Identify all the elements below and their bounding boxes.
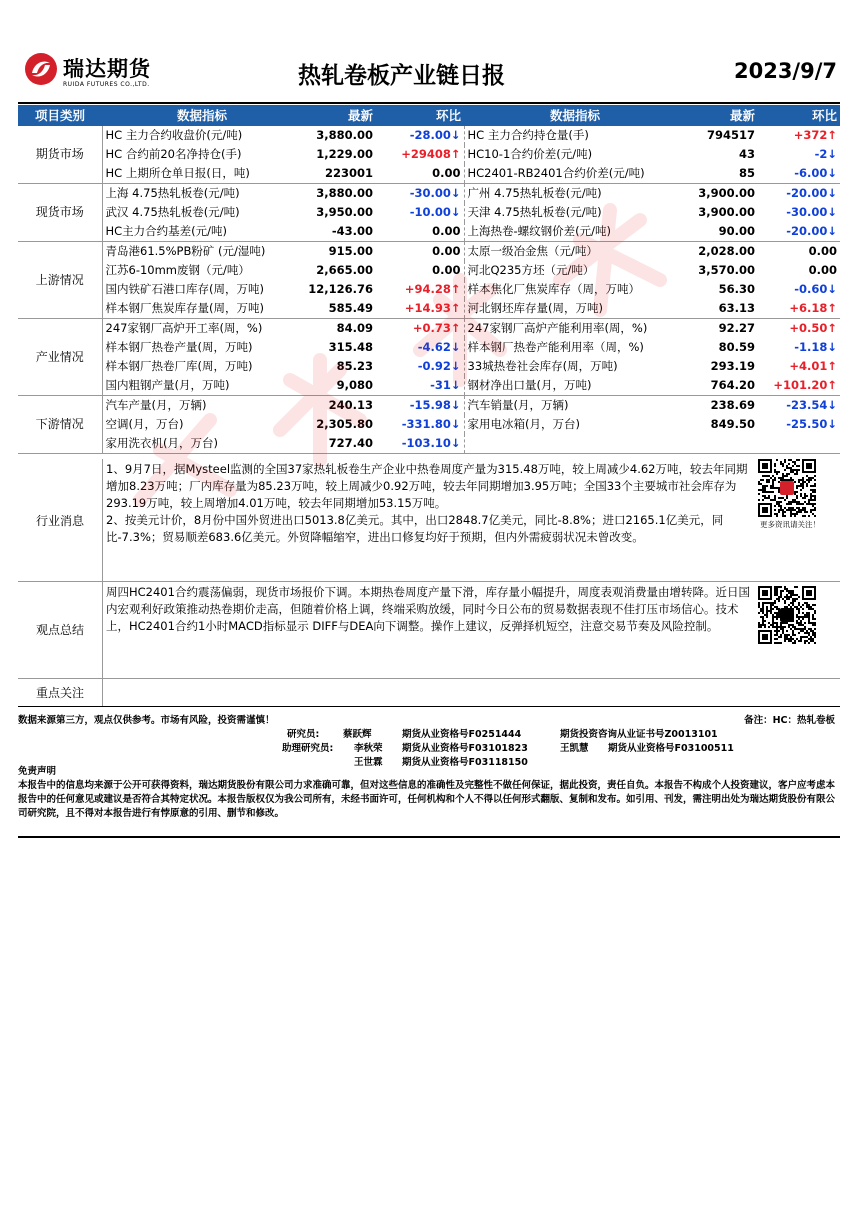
industry-news-section	[18, 459, 840, 582]
category-cell: 期货市场	[18, 126, 102, 184]
disclaimer-text: 本报告中的信息均来源于公开可获得资料，瑞达期货股份有限公司力求准确可靠，但对这些信息的准确性及完整性不做任何保证，据此投资，责任自负。本报告不构成个人投资建议，客户应考虑本报告中的任何意见或建议是否符合其特定状况。本报告版权仅为我公司所有，未经书面许可，任何机构和个人不得以任何形式翻版、复制和发布。如引用、刊发，需注明出处为瑞达期货股份有限公司研究院，且不得对本报告进行有悖原意的引用、删节和修改。	[18, 780, 836, 819]
latest-value: 85	[686, 164, 758, 184]
latest-value: 80.59	[718, 340, 755, 354]
table-row	[18, 145, 840, 164]
latest-value: 1,229.00	[316, 147, 373, 161]
assistant-name: 李秋荣	[354, 743, 383, 754]
latest-value: 2,665.00	[316, 263, 373, 277]
view-summary-text: 周四HC2401合约震荡偏弱，现货市场报价下调。本期热卷周度产量下滑，库存量小幅提升，周度表观消费量由增转降。近日国内宏观利好政策推动热卷期价走高，但随着价格上调，终端采购放缓，同时今日公布的贸易数据表现不佳打压市场信心。技术上，HC2401合约1小时MACD指标显示 DIFF与DEA向下调整。操作上建议，反弹择机短空，注意交易节奏及风险控制。	[106, 585, 750, 633]
assistant-qualification: 期货从业资格号F03101823	[402, 743, 528, 754]
news-paragraph: 2、按美元计价，8月份中国外贸进出口5013.8亿美元。其中，出口2848.7亿美元，同比-8.8%；进口2165.1亿美元，同比-7.3%；贸易顺差683.6亿美元。外贸降幅缩窄，进出口修复均好于预期，但内外需疲弱状况未曾改变。	[106, 513, 724, 544]
latest-value: 90.00	[686, 222, 758, 242]
change-value: +29408↑	[376, 145, 464, 164]
latest-value: 63.13	[686, 299, 758, 319]
latest-value: 43	[738, 147, 755, 161]
assistant-qualification: 期货从业资格号F03100511	[608, 743, 734, 754]
table-row	[18, 164, 840, 184]
latest-value: 764.20	[686, 376, 758, 396]
latest-value: 12,126.76	[308, 282, 373, 296]
focus-section	[18, 678, 840, 707]
table-row	[18, 299, 840, 319]
latest-value: 315.48	[328, 340, 373, 354]
change-value: -103.10↓	[376, 434, 464, 454]
change-value: 0.00	[808, 263, 837, 277]
table-row	[18, 222, 840, 242]
indicator-name: 天津 4.75热轧板卷(元/吨)	[467, 205, 602, 219]
category-cell: 下游情况	[18, 396, 102, 454]
change-value	[758, 434, 840, 454]
focus-label: 重点关注	[18, 678, 103, 706]
indicator-name: 河北Q235方坯（元/吨）	[467, 263, 595, 277]
header-indicator-2: 数据指标	[464, 105, 686, 126]
indicator-name	[464, 434, 686, 454]
indicator-name: 国内铁矿石港口库存(周，万吨)	[105, 282, 264, 296]
table-row	[18, 415, 840, 434]
report-title: 热轧卷板产业链日报	[298, 63, 505, 89]
latest-value: 223001	[302, 164, 376, 184]
latest-value: 85.23	[336, 359, 373, 373]
change-value: -0.92↓	[376, 357, 464, 376]
change-value: 0.00	[808, 244, 837, 258]
indicator-name: 青岛港61.5%PB粉矿 (元/湿吨)	[105, 244, 266, 258]
table-row	[18, 396, 840, 416]
indicator-name: 汽车销量(月，万辆)	[467, 398, 569, 412]
change-value: -31↓	[376, 376, 464, 396]
qr-caption: 更多资讯请关注！	[760, 520, 820, 529]
change-value: -25.50↓	[786, 417, 837, 431]
table-row	[18, 434, 840, 454]
latest-value: -43.00	[302, 222, 376, 242]
latest-value: 915.00	[328, 244, 373, 258]
indicator-name: 样本钢厂热卷产量(周，万吨)	[105, 340, 253, 354]
indicator-name: HC 上期所仓单日报(日，吨)	[102, 164, 302, 184]
latest-value: 849.50	[710, 417, 755, 431]
indicator-name: 江苏6-10mm废钢（元/吨）	[105, 263, 250, 277]
latest-value: 92.27	[718, 321, 755, 335]
indicator-name: 家用电冰箱(月，万台)	[467, 417, 580, 431]
change-value: 0.00	[376, 242, 464, 262]
assistant-label: 助理研究员:	[282, 743, 334, 754]
indicator-name: 广州 4.75热轧板卷(元/吨)	[467, 186, 602, 200]
change-value: +0.73↑	[376, 319, 464, 339]
category-cell: 现货市场	[18, 184, 102, 242]
report-header	[18, 45, 840, 105]
latest-value: 293.19	[710, 359, 755, 373]
indicator-name: HC主力合约基差(元/吨)	[102, 222, 302, 242]
latest-value: 3,880.00	[316, 186, 373, 200]
indicator-name: HC 主力合约收盘价(元/吨)	[105, 128, 243, 142]
latest-value: 794517	[706, 128, 755, 142]
change-value: +4.01↑	[789, 359, 837, 373]
report-date: 2023/9/7	[733, 59, 837, 83]
change-value: +101.20↑	[758, 376, 840, 396]
assistant-name: 王凯慧	[560, 743, 589, 754]
indicator-name: 空调(月，万台)	[105, 417, 184, 431]
change-value: -10.00↓	[376, 203, 464, 222]
data-source-note: 数据来源第三方，观点仅供参考。市场有风险，投资需谨慎！	[18, 715, 275, 726]
table-row	[18, 203, 840, 222]
header-category: 项目类别	[18, 105, 102, 126]
change-value: -6.00↓	[758, 164, 840, 184]
table-row	[18, 280, 840, 299]
change-value: -30.00↓	[786, 205, 837, 219]
latest-value	[686, 434, 758, 454]
table-row	[18, 338, 840, 357]
latest-value: 585.49	[302, 299, 376, 319]
latest-value: 3,570.00	[698, 263, 755, 277]
indicator-name: 247家钢厂高炉开工率(周，%)	[105, 321, 263, 335]
indicator-name: 样本钢厂热卷产能利用率（周，%)	[467, 340, 644, 354]
change-value: -20.00↓	[758, 222, 840, 242]
logo-text: 瑞达期货	[63, 57, 151, 81]
indicator-name: 太原一级冶金焦（元/吨）	[467, 244, 598, 258]
category-cell: 上游情况	[18, 242, 102, 319]
indicator-name: 武汉 4.75热轧板卷(元/吨)	[105, 205, 240, 219]
indicator-name: 33城热卷社会库存(周，万吨)	[467, 359, 618, 373]
change-value: +0.50↑	[789, 321, 837, 335]
change-value: -0.60↓	[794, 282, 837, 296]
indicator-name: 上海 4.75热轧板卷(元/吨)	[105, 186, 240, 200]
header-latest: 最新	[302, 105, 376, 126]
table-row	[18, 357, 840, 376]
table-row	[18, 242, 840, 262]
change-value: -28.00↓	[376, 126, 464, 145]
data-table	[18, 105, 840, 454]
indicator-name: 国内粗钢产量(月，万吨)	[102, 376, 302, 396]
change-value: +372↑	[793, 128, 837, 142]
disclaimer-title: 免责声明	[18, 766, 57, 777]
researcher-qualification: 期货从业资格号F0251444	[402, 729, 522, 740]
indicator-name: HC2401-RB2401合约价差(元/吨)	[464, 164, 686, 184]
change-value: -4.62↓	[376, 338, 464, 357]
table-row	[18, 126, 840, 145]
industry-news-label: 行业消息	[18, 459, 103, 581]
latest-value: 56.30	[718, 282, 755, 296]
indicator-name: 钢材净出口量(月，万吨)	[464, 376, 686, 396]
latest-value: 84.09	[336, 321, 373, 335]
change-value: -23.54↓	[786, 398, 837, 412]
indicator-name: 样本钢厂热卷厂库(周，万吨)	[105, 359, 253, 373]
researcher-label: 研究员:	[287, 729, 320, 740]
latest-value: 3,950.00	[316, 205, 373, 219]
category-cell: 产业情况	[18, 319, 102, 396]
ruida-logo-icon	[23, 51, 59, 87]
latest-value: 9,080	[302, 376, 376, 396]
latest-value: 3,900.00	[698, 186, 755, 200]
remark-note: 备注：HC：热轧卷板	[744, 715, 835, 726]
latest-value: 2,028.00	[698, 244, 755, 258]
change-value: +94.28↑	[376, 280, 464, 299]
indicator-name: 汽车产量(月，万辆)	[105, 398, 207, 412]
change-value: +6.18↑	[758, 299, 840, 319]
latest-value: 240.13	[328, 398, 373, 412]
qr-code-icon	[758, 459, 816, 517]
change-value: -20.00↓	[786, 186, 837, 200]
header-divider	[18, 102, 840, 104]
indicator-name: 上海热卷-螺纹钢价差(元/吨)	[464, 222, 686, 242]
qr-code-icon	[758, 586, 816, 644]
change-value: 0.00	[376, 222, 464, 242]
header-indicator: 数据指标	[102, 105, 302, 126]
view-summary-section	[18, 581, 840, 679]
indicator-name: 样本钢厂焦炭库存量(周，万吨)	[102, 299, 302, 319]
header-latest-2: 最新	[686, 105, 758, 126]
indicator-name: 样本焦化厂焦炭库存（周，万吨）	[467, 282, 640, 296]
latest-value: 727.40	[302, 434, 376, 454]
indicator-name: HC 合约前20名净持仓(手)	[105, 147, 242, 161]
table-row	[18, 261, 840, 280]
latest-value: 238.69	[710, 398, 755, 412]
industry-news-text	[106, 461, 756, 546]
researcher-name: 蔡跃辉	[343, 729, 372, 740]
assistant-qualification: 期货从业资格号F03118150	[402, 757, 528, 768]
table-header-row	[18, 105, 840, 126]
latest-value: 3,900.00	[698, 205, 755, 219]
assistant-name: 王世霖	[354, 757, 383, 768]
footer-divider	[18, 836, 840, 838]
header-change: 环比	[376, 105, 464, 126]
table-row	[18, 184, 840, 204]
indicator-name: HC 主力合约持仓量(手)	[467, 128, 589, 142]
change-value: 0.00	[376, 261, 464, 280]
news-paragraph: 1、9月7日，据Mysteel监测的全国37家热轧板卷生产企业中热卷周度产量为315.48万吨，较上周减少4.62万吨，较去年同期增加8.23万吨；厂内库存量为85.23万吨，较上周减少0.92万吨，较去年同期增加3.95万吨；全国33个主要城市社会库存为293.19万吨，较上周增加4.01万吨，较去年同期增加53.15万吨。	[106, 462, 748, 510]
indicator-name: HC10-1合约价差(元/吨)	[467, 147, 593, 161]
change-value: -30.00↓	[376, 184, 464, 204]
indicator-name: 247家钢厂高炉产能利用率(周，%)	[467, 321, 648, 335]
indicator-name: 河北钢坯库存量(周，万吨)	[464, 299, 686, 319]
header-change-2: 环比	[758, 105, 840, 126]
table-row	[18, 319, 840, 339]
researcher-certificate: 期货投资咨询从业证书号Z0013101	[560, 729, 718, 740]
change-value: -2↓	[814, 147, 837, 161]
change-value: -15.98↓	[376, 396, 464, 416]
change-value: 0.00	[376, 164, 464, 184]
change-value: -331.80↓	[376, 415, 464, 434]
view-summary-label: 观点总结	[18, 581, 103, 678]
logo-subtext: RUIDA FUTURES CO.,LTD.	[63, 81, 150, 88]
company-logo	[23, 51, 183, 97]
latest-value: 3,880.00	[316, 128, 373, 142]
change-value: +14.93↑	[376, 299, 464, 319]
disclaimer	[18, 765, 840, 821]
change-value: -1.18↓	[794, 340, 837, 354]
latest-value: 2,305.80	[316, 417, 373, 431]
table-row	[18, 376, 840, 396]
indicator-name: 家用洗衣机(月，万台)	[102, 434, 302, 454]
